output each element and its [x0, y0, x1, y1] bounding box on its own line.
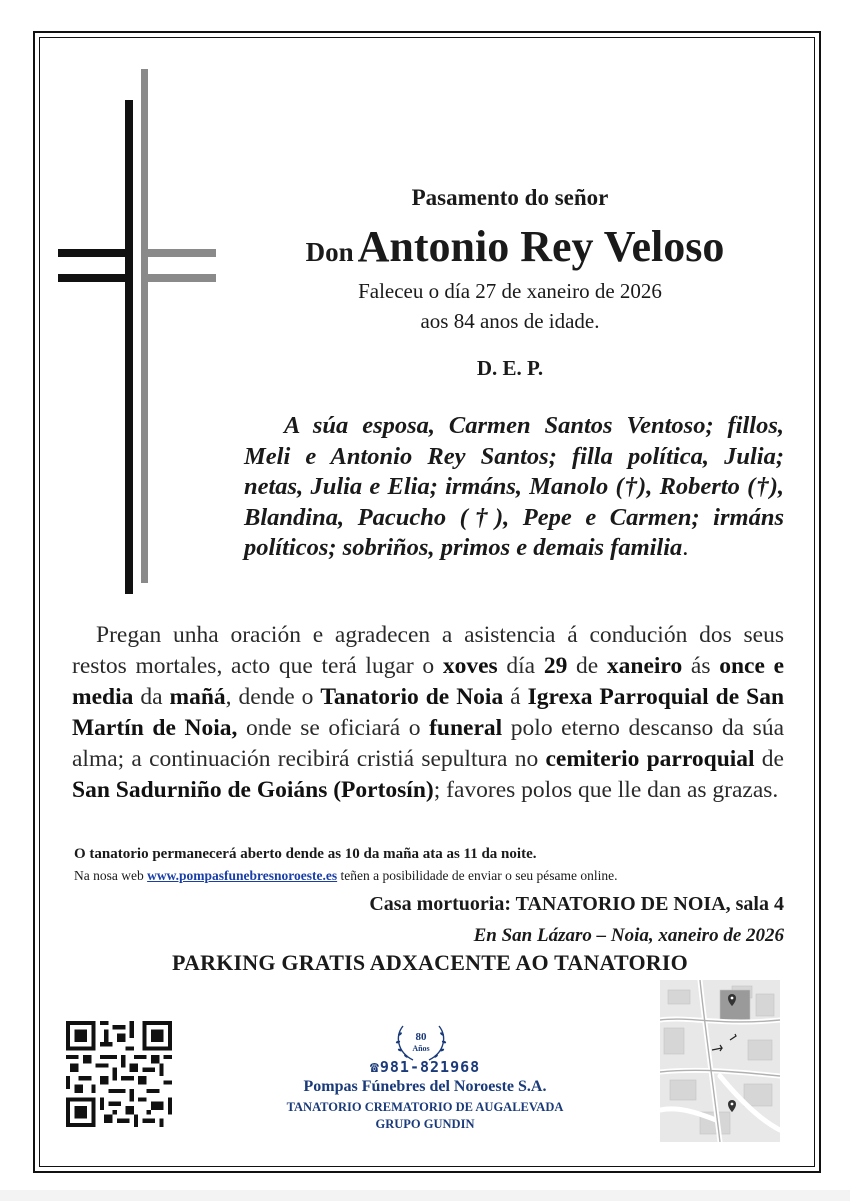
web-note [74, 868, 786, 884]
phone-number[interactable]: 981-821968 [379, 1058, 481, 1076]
time-text: once e media [72, 653, 784, 710]
location-map[interactable] [660, 980, 780, 1142]
funeral-text: funeral [429, 715, 503, 741]
church-text: Igrexa Parroquial de San Martín de Noia, [72, 684, 785, 741]
text-segment: á [503, 684, 528, 710]
company-name: Pompas Fúnebres del Noroeste S.A. [303, 1078, 547, 1095]
text-segment: , dende o [225, 684, 321, 710]
cemetery-text: cemiterio parroquial [545, 746, 755, 772]
ceremony-text [72, 620, 784, 806]
text-segment: de [567, 653, 607, 679]
text-segment: de [754, 746, 784, 772]
death-age: aos 84 anos de idade. [420, 309, 600, 333]
day-number: 29 [543, 653, 568, 679]
web-note-prefix: Na nosa web [74, 868, 148, 883]
telephone-icon: ☎ [369, 1058, 380, 1076]
wake-location: Casa mortuoria: TANATORIO DE NOIA, sala 4 [369, 893, 784, 915]
text-segment: día [497, 653, 544, 679]
phone-line [250, 1058, 600, 1076]
web-note-suffix: teñen a posibilidade de enviar o seu pésame online. [337, 868, 618, 883]
deceased-full-name: Antonio Rey Veloso [357, 222, 725, 271]
funeral-home-text: Tanatorio de Noia [320, 684, 504, 710]
title-prefix: Don [305, 237, 354, 267]
place-date: En San Lázaro – Noia, xaneiro de 2026 [473, 925, 784, 946]
intro-line: Pasamento do señor [411, 185, 609, 210]
rip-text: D. E. P. [476, 356, 544, 380]
opening-hours: O tanatorio permanecerá aberto dende as 10 da maña ata as 11 da noite. [74, 846, 537, 862]
period-text: mañá [169, 684, 226, 710]
text-segment: Pregan unha oración e agradecen a asistencia á condución dos seus restos mortales, acto que terá lugar o [72, 622, 784, 679]
text-segment: onde se oficiará o [237, 715, 430, 741]
badge-number: 80 [415, 1031, 427, 1043]
death-date: Faleceu o día 27 de xaneiro de 2026 [358, 279, 662, 303]
deceased-name [240, 221, 790, 272]
family-list [244, 411, 784, 564]
burial-place-text: San Sadurniño de Goiáns (Portosín) [72, 777, 434, 803]
day-text: xoves [442, 653, 498, 679]
family-end: . [682, 534, 689, 561]
text-segment: polo eterno descanso da súa alma; a continuación recibirá cristiá sepultura no [72, 715, 784, 772]
parking-note: PARKING GRATIS ADXACENTE AO TANATORIO [172, 950, 688, 975]
badge-word: Años [412, 1044, 430, 1053]
death-info [250, 276, 770, 336]
text-segment: da [133, 684, 170, 710]
company-subtitle: TANATORIO CREMATORIO DE AUGALEVADA [286, 1100, 564, 1114]
text-segment: ; favores polos que lle dan as grazas. [433, 777, 779, 803]
company-group: GRUPO GUNDIN [375, 1117, 475, 1131]
text-segment: ás [682, 653, 720, 679]
website-link[interactable]: www.pompasfunebresnoroeste.es [147, 868, 338, 883]
qr-code[interactable] [66, 1021, 172, 1127]
month-text: xaneiro [606, 653, 683, 679]
family-text: A súa esposa, Carmen Santos Ventoso; fillos, Meli e Antonio Rey Santos; filla política, Julia; netas, Julia e Elia; irmáns, Manolo (†), Roberto (†), Blandina, Pacucho (†), Pepe e Carmen; irmáns políticos; sobriños, primos e demais familia [244, 412, 784, 561]
